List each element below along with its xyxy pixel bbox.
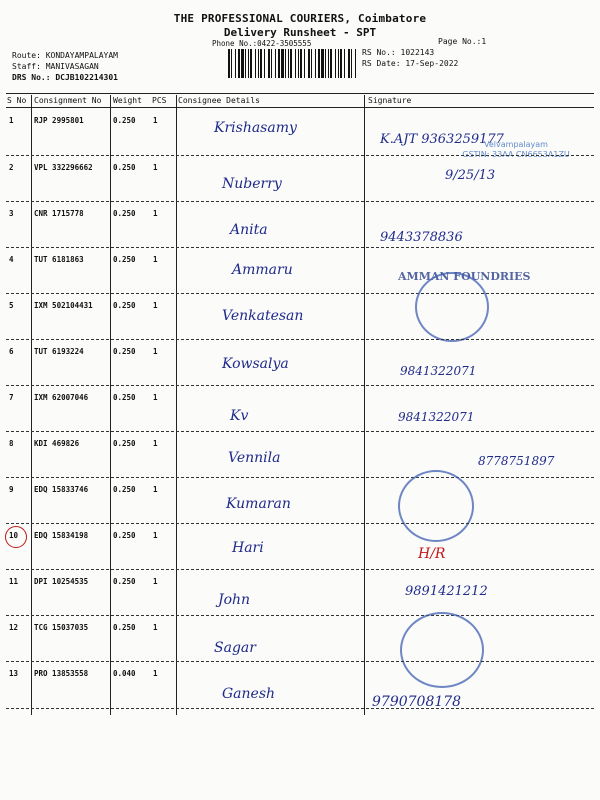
round-seal-icon [415, 272, 489, 342]
row-signature: 9/25/13 [445, 168, 496, 183]
row-sno: 1 [9, 116, 14, 125]
row-consignee: Kv [230, 408, 249, 424]
row-divider [6, 477, 594, 478]
row-pcs: 1 [153, 255, 158, 264]
row-consignee: John [218, 592, 251, 608]
row-weight: 0.250 [113, 577, 136, 586]
row-pcs: 1 [153, 301, 158, 310]
col-pcs: PCS [152, 96, 167, 105]
company-title: THE PROFESSIONAL COURIERS, Coimbatore [173, 12, 427, 25]
row-divider [6, 339, 594, 340]
row-weight: 0.250 [113, 531, 136, 540]
col-consignee: Consignee Details [178, 96, 260, 105]
row-consignment: DPI 10254535 [34, 577, 89, 586]
row-consignee: Kumaran [226, 496, 291, 512]
row-consignment: TUT 6193224 [34, 347, 84, 356]
col-rule [364, 95, 365, 715]
row-signature: 9841322071 [400, 364, 477, 378]
col-signature: Signature [368, 96, 412, 105]
round-seal-icon [400, 612, 484, 688]
row-pcs: 1 [153, 163, 158, 172]
header-top-rule [6, 93, 594, 94]
row-pcs: 1 [153, 485, 158, 494]
row-consignment: EDQ 15833746 [34, 485, 89, 494]
row-sno: 13 [9, 669, 19, 678]
row-divider [6, 155, 594, 156]
row-consignment: IXM 502104431 [34, 301, 93, 310]
row-sno: 2 [9, 163, 14, 172]
rs-number: RS No.: 1022143 [362, 48, 435, 57]
rs-date: RS Date: 17-Sep-2022 [362, 59, 459, 68]
row-signature: 9790708178 [372, 694, 462, 710]
row-consignee: Venkatesan [222, 308, 304, 324]
col-rule [110, 95, 111, 715]
row-signature: 9443378836 [380, 230, 463, 245]
row-pcs: 1 [153, 669, 158, 678]
barcode-icon [228, 49, 356, 78]
row-sno: 5 [9, 301, 14, 310]
row-consignment: CNR 1715778 [34, 209, 84, 218]
row-signature: 8778751897 [478, 454, 555, 468]
drs-number: DRS No.: DCJB102214301 [12, 73, 118, 82]
row-weight: 0.250 [113, 301, 136, 310]
row-consignee: Hari [232, 540, 264, 556]
row-pcs: 1 [153, 439, 158, 448]
row-divider [6, 385, 594, 386]
row-divider [6, 661, 594, 662]
row-sno: 12 [9, 623, 19, 632]
row-weight: 0.250 [113, 255, 136, 264]
row-sno: 10 [9, 531, 19, 540]
phone-number: Phone No.:0422-3505555 [212, 39, 312, 48]
row-consignee: Nuberry [222, 176, 282, 192]
row-weight: 0.250 [113, 209, 136, 218]
col-sno: S No [7, 96, 27, 105]
row-weight: 0.250 [113, 623, 136, 632]
row-consignment: RJP 2995801 [34, 116, 84, 125]
row-weight: 0.250 [113, 163, 136, 172]
route-label: Route: KONDAYAMPALAYAM [12, 51, 118, 60]
row-weight: 0.250 [113, 347, 136, 356]
row-consignment: PRO 13853558 [34, 669, 89, 678]
row-consignee: Anita [230, 222, 268, 238]
page-number: Page No.:1 [438, 37, 487, 46]
row-consignment: TCG 15037035 [34, 623, 89, 632]
col-rule [176, 95, 177, 715]
row-signature: 9891421212 [405, 584, 488, 599]
amman-foundries-stamp: AMMAN FOUNDRIES [398, 270, 531, 283]
row-sno: 3 [9, 209, 14, 218]
row-sno: 7 [9, 393, 14, 402]
row-consignee: Kowsalya [222, 356, 289, 372]
row-weight: 0.250 [113, 485, 136, 494]
staff-label: Staff: MANIVASAGAN [12, 62, 99, 71]
document-title: Delivery Runsheet - SPT [223, 26, 377, 39]
row-weight: 0.250 [113, 116, 136, 125]
row-consignment: EDQ 15834198 [34, 531, 89, 540]
row-consignee: Vennila [228, 450, 281, 466]
row-signature: 9841322071 [398, 410, 475, 424]
row-weight: 0.250 [113, 439, 136, 448]
row-sno: 11 [9, 577, 19, 586]
row-sno: 9 [9, 485, 14, 494]
row-pcs: 1 [153, 116, 158, 125]
row-pcs: 1 [153, 577, 158, 586]
row-consignment: TUT 6181863 [34, 255, 84, 264]
row-pcs: 1 [153, 531, 158, 540]
round-seal-icon [398, 470, 474, 542]
row-pcs: 1 [153, 623, 158, 632]
row-consignment: KDI 469826 [34, 439, 80, 448]
row-signature: H/R [418, 546, 446, 562]
company-stamp: Velvampalayam GSTIN: 33AA CN6653A1ZU [462, 140, 570, 159]
row-signature: K.AJT 9363259177 [380, 132, 504, 147]
row-consignee: Ammaru [232, 262, 293, 278]
col-weight: Weight [113, 96, 142, 105]
row-consignee: Sagar [214, 640, 256, 656]
row-divider [6, 431, 594, 432]
row-sno: 8 [9, 439, 14, 448]
header-bottom-rule [6, 107, 594, 108]
row-divider [6, 247, 594, 248]
row-consignee: Ganesh [222, 686, 276, 702]
row-divider [6, 293, 594, 294]
row-divider [6, 708, 594, 709]
row-divider [6, 201, 594, 202]
row-pcs: 1 [153, 209, 158, 218]
row-pcs: 1 [153, 393, 158, 402]
row-sno: 6 [9, 347, 14, 356]
row-consignment: VPL 332296662 [34, 163, 93, 172]
row-weight: 0.250 [113, 393, 136, 402]
row-divider [6, 569, 594, 570]
row-divider [6, 523, 594, 524]
row-weight: 0.040 [113, 669, 136, 678]
row-sno: 4 [9, 255, 14, 264]
row-pcs: 1 [153, 347, 158, 356]
col-rule [31, 95, 32, 715]
col-consignment: Consignment No [34, 96, 102, 105]
row-consignee: Krishasamy [214, 120, 297, 136]
row-divider [6, 615, 594, 616]
row-consignment: IXM 62007046 [34, 393, 89, 402]
